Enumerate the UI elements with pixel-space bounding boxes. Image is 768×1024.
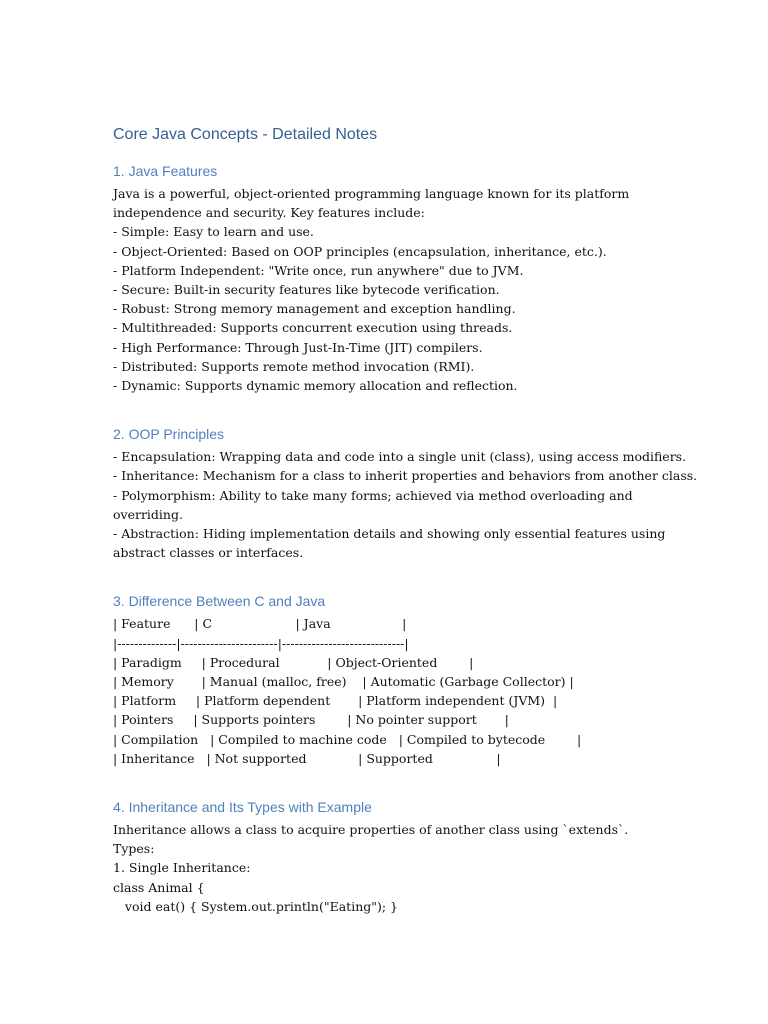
list-item: - Polymorphism: Ability to take many forms; achieved via method overloading and [113, 487, 633, 503]
paragraph-line: independence and security. Key features include: [113, 205, 425, 221]
document-content [113, 124, 698, 946]
code-line: class Animal { [113, 879, 205, 895]
list-item: - Simple: Easy to learn and use. [113, 224, 314, 240]
list-item: - Dynamic: Supports dynamic memory allocation and reflection. [113, 378, 518, 394]
code-line: void eat() { System.out.println("Eating"); } [113, 898, 399, 914]
section-oop-principles [113, 425, 698, 562]
list-item-continuation: abstract classes or interfaces. [113, 545, 304, 561]
list-item: - Robust: Strong memory management and exception handling. [113, 301, 516, 317]
list-item: - Platform Independent: "Write once, run anywhere" due to JVM. [113, 262, 524, 278]
table-row: | Memory | Manual (malloc, free) | Automatic (Garbage Collector) | [113, 674, 574, 690]
list-item: - Abstraction: Hiding implementation details and showing only essential features using [113, 526, 666, 542]
section-c-vs-java [113, 592, 673, 768]
paragraph-line: Types: [113, 841, 155, 857]
table-row: | Paradigm | Procedural | Object-Oriented | [113, 654, 474, 670]
table-header-row: | Feature | C | Java | [113, 616, 407, 632]
list-item-continuation: overriding. [113, 506, 183, 522]
section-heading: 3. Difference Between C and Java [113, 593, 326, 610]
section-heading: 1. Java Features [113, 163, 218, 179]
section-inheritance-types [113, 798, 673, 916]
list-item: 1. Single Inheritance: [113, 860, 251, 876]
list-item: - Inheritance: Mechanism for a class to inherit properties and behaviors from another class. [113, 468, 698, 484]
table-row: | Pointers | Supports pointers | No pointer support | [113, 712, 509, 728]
section-java-features [113, 162, 673, 395]
list-item: - Secure: Built-in security features like bytecode verification. [113, 282, 500, 298]
section-heading: 2. OOP Principles [113, 426, 225, 443]
list-item: - High Performance: Through Just-In-Time (JIT) compilers. [113, 339, 483, 355]
list-item: - Object-Oriented: Based on OOP principles (encapsulation, inheritance, etc.). [113, 243, 607, 259]
document-title: Core Java Concepts - Detailed Notes [113, 126, 378, 143]
list-item: - Encapsulation: Wrapping data and code into a single unit (class), using access modifiers. [113, 449, 687, 465]
table-separator-row: |--------------|-----------------------|-----------------------------| [113, 635, 409, 651]
paragraph-line: Java is a powerful, object-oriented programming language known for its platform [113, 186, 630, 201]
table-row: | Inheritance | Not supported | Supported | [113, 750, 501, 766]
section-heading: 4. Inheritance and Its Types with Example [113, 799, 372, 816]
list-item: - Multithreaded: Supports concurrent execution using threads. [113, 320, 513, 336]
list-item: - Distributed: Supports remote method invocation (RMI). [113, 358, 475, 374]
paragraph-line: Inheritance allows a class to acquire properties of another class using `extends`. [113, 822, 629, 838]
table-row: | Compilation | Compiled to machine code | Compiled to bytecode | [113, 731, 582, 747]
table-row: | Platform | Platform dependent | Platform independent (JVM) | [113, 693, 558, 709]
